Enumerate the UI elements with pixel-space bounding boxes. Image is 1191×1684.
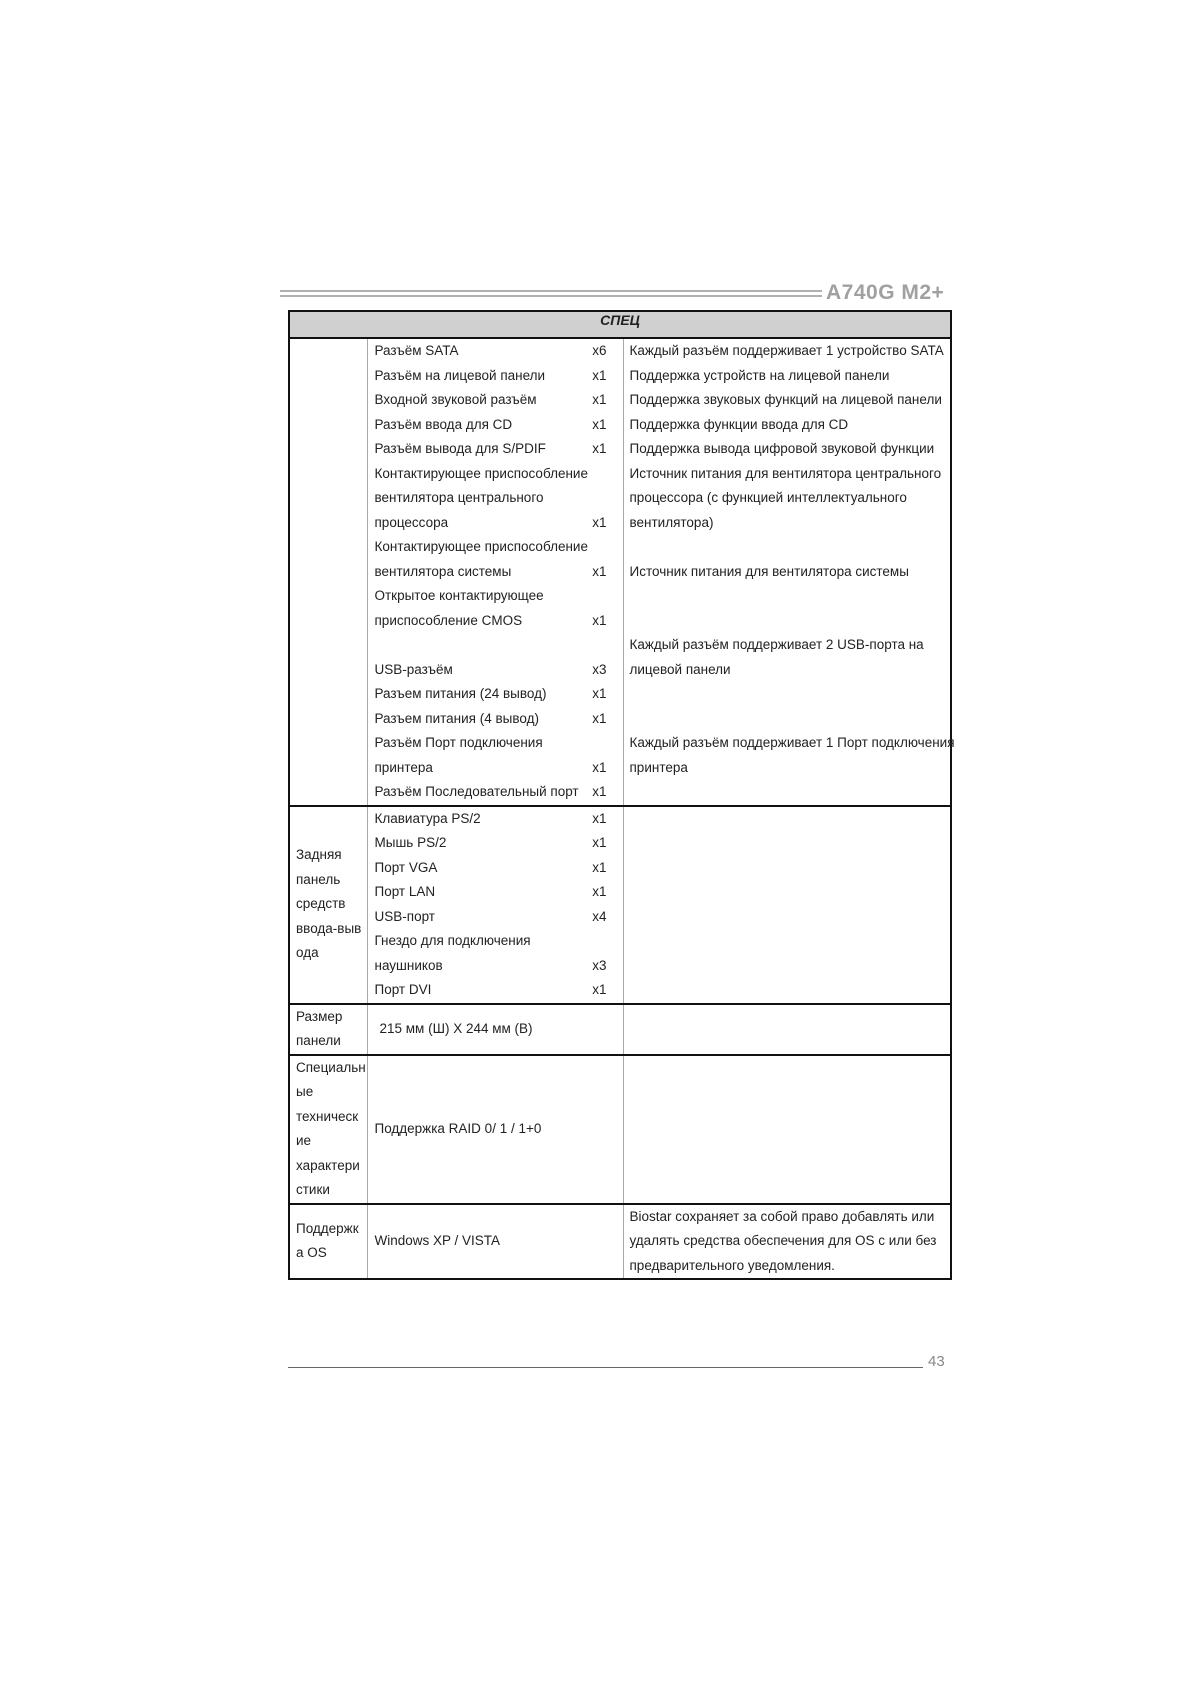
board-size-text: 215 мм (Ш) X 244 мм (В) [379, 1020, 533, 1036]
board-size-category [289, 1004, 367, 1055]
internal-notes [623, 338, 955, 806]
note-line: лицевой панели [629, 661, 731, 677]
rear-items [367, 806, 623, 1004]
item-quantity: x1 [592, 835, 607, 850]
item-quantity [599, 633, 607, 658]
spec-item [368, 364, 623, 389]
item-label: USB-порт [374, 908, 435, 924]
note-line: Каждый разъём поддерживает 1 устройство SATA [629, 343, 944, 358]
item-quantity: x1 [592, 514, 607, 530]
rear-panel-row [289, 806, 951, 1004]
spec-item [368, 707, 623, 732]
note-line [630, 707, 951, 732]
category-line: стики [296, 1182, 330, 1197]
item-quantity [599, 929, 607, 954]
category-line: средств [296, 896, 346, 912]
os-category [289, 1204, 367, 1280]
note-line [630, 584, 951, 609]
spec-item [368, 535, 623, 560]
item-quantity: x3 [592, 661, 607, 677]
spec-item [368, 584, 623, 609]
item-label: Разъем питания (24 вывод) [374, 686, 547, 701]
item-label: принтера [374, 759, 433, 775]
spec-item [368, 978, 623, 1003]
spec-table [288, 310, 955, 1280]
spec-item [368, 756, 623, 781]
item-quantity [599, 731, 607, 756]
category-line: Специальн [296, 1059, 366, 1075]
spec-item [368, 413, 623, 438]
item-quantity: x1 [592, 441, 607, 456]
note-line: Поддержка устройств на лицевой панели [629, 367, 890, 383]
item-quantity: x1 [592, 810, 607, 826]
model-title: A740G M2+ [826, 281, 945, 304]
item-label: Гнездо для подключения [374, 933, 531, 948]
os-text: Windows XP / VISTA [374, 1233, 501, 1248]
spec-item [368, 658, 623, 683]
item-quantity: x1 [592, 612, 607, 628]
note-line: Поддержка функции ввода для CD [629, 416, 849, 432]
spec-item [368, 462, 623, 487]
special-notes [623, 1055, 951, 1204]
item-label: Разъём SATA [374, 343, 459, 358]
item-quantity: x1 [592, 710, 607, 726]
item-quantity: x1 [592, 563, 607, 579]
item-label: Порт DVI [374, 982, 432, 997]
spec-item [368, 905, 623, 930]
category-line: ода [296, 945, 319, 961]
item-label: Разъём вывода для S/PDIF [374, 441, 546, 456]
item-quantity: x1 [592, 884, 607, 899]
item-quantity: x1 [592, 392, 607, 407]
item-label: Контактирующее приспособление [374, 539, 588, 554]
item-label: Разъём ввода для CD [374, 416, 513, 432]
note-line: процессора (с функцией интеллектуального [629, 490, 907, 505]
spec-item [368, 609, 623, 634]
note-line: Поддержка звуковых функций на лицевой панели [629, 392, 942, 407]
board-size-notes [623, 1004, 951, 1055]
note-line: удалять средства обеспечения для OS с или без [629, 1233, 937, 1248]
item-quantity: x1 [592, 859, 607, 875]
rear-notes [623, 806, 951, 1004]
spec-item [368, 633, 623, 658]
note-line [630, 535, 951, 560]
note-line: Biostar сохраняет за собой право добавлять или [629, 1208, 935, 1224]
item-label: Разъём на лицевой панели [374, 367, 546, 383]
spec-item [368, 511, 623, 536]
note-line [630, 780, 951, 805]
note-line [630, 609, 951, 634]
note-line: Каждый разъём поддерживает 1 Порт подключения [629, 735, 955, 750]
item-quantity [599, 584, 607, 609]
item-label: Разъём Порт подключения [374, 735, 543, 750]
note-line: Поддержка вывода цифровой звуковой функции [629, 441, 935, 456]
spec-item [368, 388, 623, 413]
spec-item [368, 929, 623, 954]
spec-item [368, 831, 623, 856]
category-line: а OS [296, 1245, 327, 1261]
special-category [289, 1055, 367, 1204]
item-quantity: x6 [592, 343, 607, 358]
category-line: Задняя [296, 847, 342, 863]
spec-item [368, 560, 623, 585]
rear-category [289, 806, 367, 1004]
note-line: Источник питания для вентилятора центрального [629, 465, 942, 481]
note-line: предварительного уведомления. [629, 1257, 835, 1273]
item-label: Контактирующее приспособление [374, 465, 588, 481]
board-size-row [289, 1004, 951, 1055]
os-value [367, 1204, 623, 1280]
spec-item [368, 780, 623, 805]
spec-item [368, 807, 623, 832]
item-label: Открытое контактирующее [374, 588, 544, 603]
item-label: наушников [374, 957, 443, 973]
internal-connectors-row [289, 338, 951, 806]
category-line: техническ [296, 1108, 359, 1124]
board-size-value [367, 1004, 623, 1055]
spec-item [368, 880, 623, 905]
item-quantity: x1 [592, 982, 607, 997]
note-line: вентилятора) [629, 514, 714, 530]
item-label: Входной звуковой разъём [374, 392, 537, 407]
spec-item [368, 954, 623, 979]
item-quantity: x1 [592, 784, 607, 799]
item-quantity: x1 [592, 686, 607, 701]
item-label: приспособление CMOS [374, 612, 523, 628]
item-quantity [599, 535, 607, 560]
item-quantity: x1 [592, 367, 607, 383]
item-quantity: x1 [592, 759, 607, 775]
category-line: характери [296, 1157, 360, 1173]
item-label: USB-разъём [374, 661, 453, 677]
header-rules [280, 290, 822, 302]
item-quantity: x1 [592, 416, 607, 432]
category-line: ые [296, 1084, 314, 1099]
item-quantity [599, 486, 607, 511]
category-line: ввода-выв [296, 920, 362, 936]
note-line: Источник питания для вентилятора системы [629, 563, 909, 579]
category-line: панели [296, 1033, 341, 1048]
item-label: Разъем питания (4 вывод) [374, 710, 539, 726]
item-quantity: x4 [592, 908, 607, 924]
note-line [630, 682, 951, 707]
table-title: СПЕЦ [289, 311, 951, 338]
item-label: Клавиатура PS/2 [374, 810, 481, 826]
item-label: вентилятора центрального [374, 490, 544, 505]
item-quantity: x3 [592, 957, 607, 973]
note-line: Каждый разъём поддерживает 2 USB-порта на [629, 637, 924, 652]
spec-item [368, 682, 623, 707]
footer-rule [288, 1367, 923, 1368]
spec-item [368, 486, 623, 511]
internal-items [367, 338, 623, 806]
note-line: принтера [629, 759, 688, 775]
os-notes [623, 1204, 951, 1280]
item-label: процессора [374, 514, 449, 530]
special-text: Поддержка RAID 0/ 1 / 1+0 [374, 1120, 542, 1136]
item-label: Порт LAN [374, 884, 436, 899]
internal-category [289, 338, 367, 806]
category-line: Поддержк [296, 1220, 359, 1236]
category-line: панель [296, 871, 341, 887]
spec-item [368, 437, 623, 462]
page-number: 43 [928, 1353, 945, 1370]
spec-item [368, 731, 623, 756]
category-line: ие [296, 1133, 312, 1148]
special-value [367, 1055, 623, 1204]
item-label: вентилятора системы [374, 563, 512, 579]
category-line: Размер [296, 1008, 343, 1024]
spec-item [368, 856, 623, 881]
item-label: Разъём Последовательный порт [374, 784, 579, 799]
os-support-row [289, 1204, 951, 1280]
item-label: Порт VGA [374, 859, 438, 875]
item-label: Мышь PS/2 [374, 835, 447, 850]
special-features-row [289, 1055, 951, 1204]
item-quantity [599, 462, 607, 487]
spec-item [368, 339, 623, 364]
